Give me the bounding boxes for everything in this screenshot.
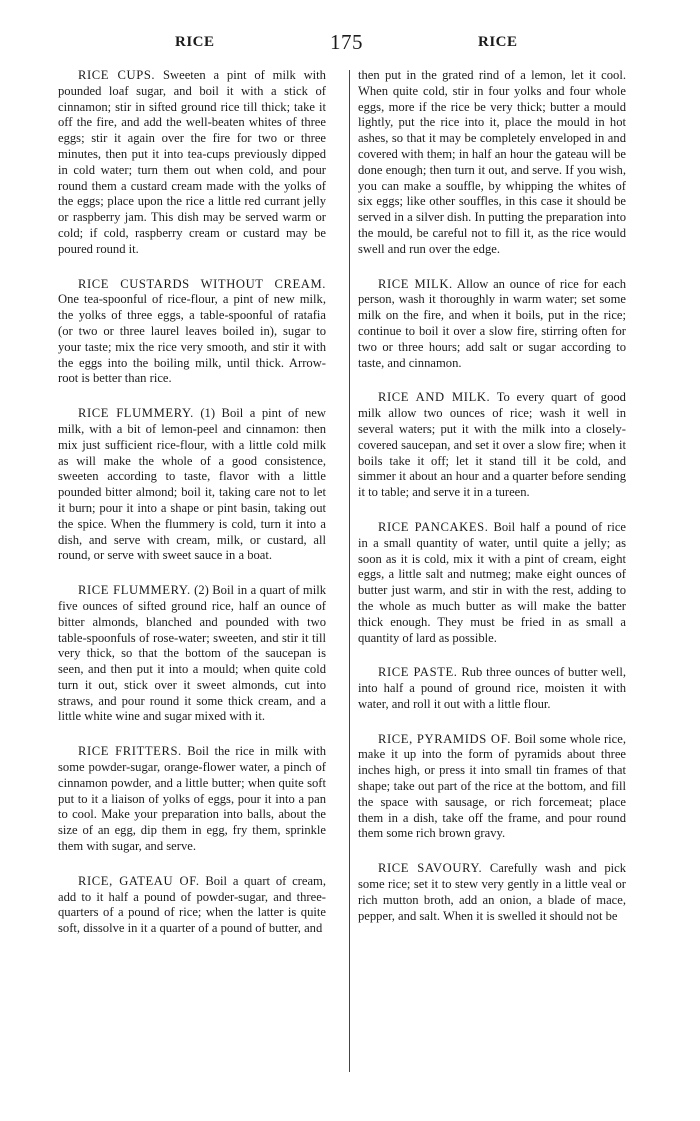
- recipe-entry: [58, 277, 326, 388]
- recipe-text: Boil half a pound of rice in a small quantity of water, until quite a jelly; as soon as it is cold, mix it with a pint of cream, eight eggs, a little salt and nutmeg; make eight ounces of butter just warm, and stir in with the rest, adding to the whole as much butter as will make the batter thick enough. They must be fried in as small a quantity of lard as possible.: [358, 519, 626, 645]
- recipe-heading: RICE PASTE.: [378, 665, 458, 680]
- recipe-entry: [58, 874, 326, 937]
- recipe-text: Boil some whole rice, make it up into the form of pyramids about three inches high, or press it into small tin frames of that shape; take out part of the rice at the bottom, and fill the space with sausage, or rich forcemeat; place them in a dish, take off the frame, and pour round them some rich brown gravy.: [358, 731, 626, 841]
- recipe-heading: RICE CUSTARDS WITHOUT CREAM.: [78, 276, 326, 291]
- recipe-text: then put in the grated rind of a lemon, let it cool. When quite cold, stir in four yolks and four whole eggs, more if the rice be very thick; butter a mould lightly, put the rice into it, place the mould in hot ashes, so that it may be completely enveloped in and covered with them; in half an hour the gateau will be done enough; then turn it out, and serve. If you wish, you can make a souffle, by whipping the whites of six eggs; like other souffles, in this case it should be served in a silver dish. In putting the preparation into the mould, be careful not to fill it, as the rice would swell and run over the edge.: [358, 68, 626, 256]
- recipe-heading: RICE SAVOURY.: [378, 861, 483, 876]
- recipe-heading: RICE AND MILK.: [378, 390, 491, 405]
- recipe-text: Sweeten a pint of milk with pounded loaf sugar, and boil it with a stick of cinnamon; stir in sifted ground rice till thick; take it off the fire, and add the well-beaten whites of three eggs; stir it again over the fire for two or three minutes, then put it into tea-cups previously dipped in cold water; turn them out when cold, and pour round them a custard cream made with the yolks of the eggs; place upon the rice a little red currant jelly or raspberry jam. This dish may be served warm or cold; if cold, raspberry cream or custard may be poured round it.: [58, 68, 326, 256]
- recipe-text: Allow an ounce of rice for each person, wash it thoroughly in warm water; set some milk on the fire, and when it boils, put in the rice; continue to boil it over a slow fire, stirring often for two or three hours; add salt or sugar according to taste, and cinnamon.: [358, 276, 626, 370]
- recipe-entry: [58, 583, 326, 725]
- recipe-entry: [358, 665, 626, 712]
- recipe-continuation: [358, 68, 626, 258]
- recipe-text: Boil the rice in milk with some powder-sugar, orange-flower water, a pinch of cinnamon powder, and a little butter; when quite soft put to it a liaison of yolks of eggs, pour it into a pan to cool. Make your preparation into balls, about the size of an egg, dip them in egg, fry them, sprinkle them with sugar, and serve.: [58, 744, 326, 854]
- recipe-heading: RICE FLUMMERY.: [78, 406, 194, 421]
- column-divider: [349, 70, 350, 1072]
- recipe-heading: RICE FRITTERS.: [78, 744, 182, 759]
- recipe-text: One tea-spoonful of rice-flour, a pint of new milk, the yolks of three eggs, a table-spoonful of ratafia (or two or three laurel leaves boiled in), sugar to your taste; mix the rice very smooth, and stir it with the eggs into the boiling milk, until thick. Arrow-root is better than rice.: [58, 292, 326, 386]
- running-head-left: RICE: [175, 34, 215, 50]
- recipe-entry: [358, 277, 626, 372]
- recipe-heading: RICE, PYRAMIDS OF.: [378, 731, 511, 746]
- recipe-text: Rub three ounces of butter well, into half a pound of ground rice, moisten it with water, and roll it out with a little flour.: [358, 665, 626, 711]
- recipe-entry: [358, 861, 626, 924]
- recipe-text: (1) Boil a pint of new milk, with a bit of lemon-peel and cinnamon: then mix just sufficient rice-flour, with a little cold milk as will make the whole of a good consistence, sweeten according to taste, flavor with a little pounded bitter almond; boil it, taking care not to let it burn; pour it into a shape or pint basin, taking out the spice. When the flummery is cold, turn it into a dish, and serve with cream, milk, or custard, all round, or serve with sweet sauce in a boat.: [58, 406, 326, 563]
- recipe-heading: RICE, GATEAU OF.: [78, 873, 200, 888]
- recipe-text: Carefully wash and pick some rice; set it to stew very gently in a little veal or rich mutton broth, add an onion, a blade of mace, pepper, and salt. When it is swelled it should not be: [358, 861, 627, 923]
- recipe-entry: [358, 520, 626, 646]
- recipe-entry: [358, 732, 626, 843]
- recipe-heading: RICE FLUMMERY.: [78, 583, 191, 598]
- recipe-heading: RICE PANCAKES.: [378, 519, 489, 534]
- recipe-text: (2) Boil in a quart of milk five ounces of sifted ground rice, half an ounce of bitter almonds, blanched and pounded with two table-spoonfuls of rose-water; sweeten, and stir it till very thick, so that the bottom of the saucepan is seen, and then put it into a mould; when quite cold turn it out, stick over it sweet almonds, cut into straws, and pour round it some thick cream, and a little white wine and sugar mixed with it.: [58, 583, 326, 724]
- recipe-text: To every quart of good milk allow two ounces of rice; wash it well in several waters; put it with the milk into a closely-covered saucepan, and set it over a slow fire; when it boils take it off; let it stand till it be cold, and simmer it about an hour and a quarter before sending it to table; and serve it in a tureen.: [358, 390, 626, 500]
- recipe-heading: RICE MILK.: [378, 276, 453, 291]
- recipe-entry: [358, 390, 626, 501]
- recipe-entry: [58, 406, 326, 564]
- running-head-right: RICE: [478, 34, 518, 50]
- recipe-text: Boil a quart of cream, add to it half a pound of powder-sugar, and three-quarters of a pound of rice; when the latter is quite soft, dissolve in it a quarter of a pound of butter, and: [58, 873, 326, 936]
- left-column: [58, 68, 326, 937]
- recipe-entry: [58, 68, 326, 258]
- page-number: 175: [330, 30, 363, 54]
- recipe-heading: RICE CUPS.: [78, 68, 156, 82]
- recipe-entry: [58, 744, 326, 855]
- right-column: [358, 68, 626, 924]
